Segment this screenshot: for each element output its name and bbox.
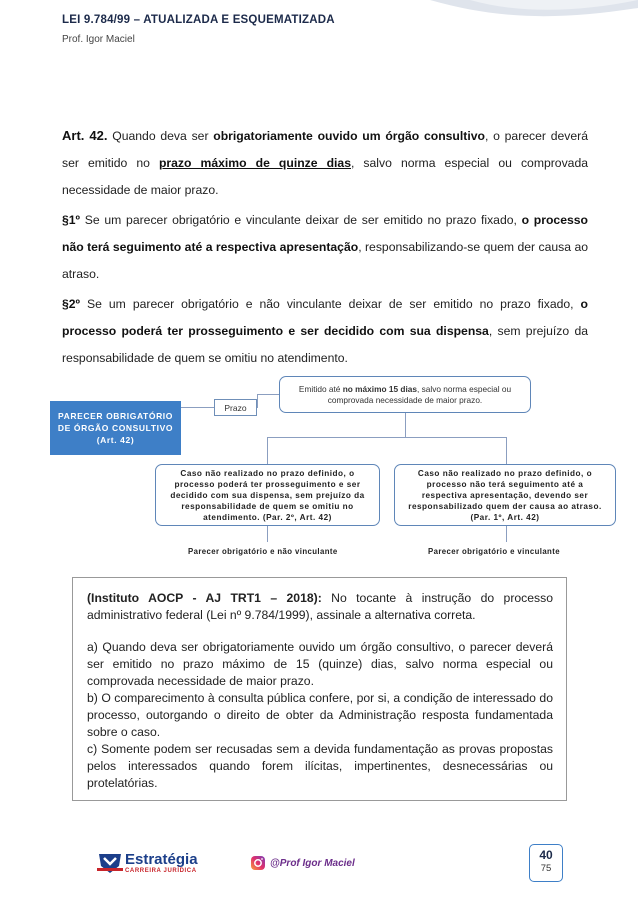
connector	[267, 437, 507, 438]
connector	[257, 394, 279, 395]
diagram-deadline-box: Emitido até no máximo 15 dias, salvo norma especial ou comprovada necessidade de maior prazo.	[279, 376, 531, 413]
option-b: b) O comparecimento à consulta pública confere, por si, a condição de interessado do processo, outorgando o direito de obter da Administração resposta fundamentada sobre o caso.	[87, 691, 553, 739]
header-title: LEI 9.784/99 – ATUALIZADA E ESQUEMATIZADA	[62, 14, 335, 26]
page-number: 40	[539, 848, 553, 862]
option-c: c) Somente podem ser recusadas sem a devida fundamentação as provas propostas pelos interessados quando forem ilícitas, impertinentes, desnecessárias ou protelatórias.	[87, 742, 553, 790]
connector	[506, 437, 507, 464]
exam-question-box	[72, 577, 567, 801]
logo-subtitle: CARREIRA JURÍDICA	[125, 868, 197, 874]
article-text	[62, 122, 588, 375]
question-stem: (Instituto AOCP - AJ TRT1 – 2018): No tocante à instrução do processo administrativo federal (Lei nº 9.784/1999), assinale a alternativa correta.	[87, 591, 553, 622]
connector	[257, 394, 258, 408]
connector	[405, 413, 406, 437]
diagram-label-binding: Parecer obrigatório e vinculante	[428, 547, 560, 556]
paragraph-2: §2º Se um parecer obrigatório e não vinculante deixar de ser emitido no prazo fixado, o processo poderá ter prosseguimento e ser decidido com sua dispensa, sem prejuízo da responsabilidade de quem se omitiu no atendimento.	[62, 297, 588, 365]
instagram-label: @Prof Igor Maciel	[270, 857, 355, 869]
diagram-main-box: PARECER OBRIGATÓRIO DE ÓRGÃO CONSULTIVO (Art. 42)	[50, 401, 181, 455]
diagram-prazo-box: Prazo	[214, 399, 257, 416]
connector	[267, 526, 268, 542]
diagram-binding-box: Caso não realizado no prazo definido, o processo não terá seguimento até a respectiva apresentação, devendo ser responsabilizado quem der causa ao atraso. (Par. 1º, Art. 42)	[394, 464, 616, 526]
page-header	[62, 14, 335, 45]
art-42: Art. 42. Quando deva ser obrigatoriamente ouvido um órgão consultivo, o parecer deverá ser emitido no prazo máximo de quinze dias, salvo norma especial ou comprovada necessidade de maior prazo.	[62, 128, 589, 197]
diagram-non-binding-box: Caso não realizado no prazo definido, o processo poderá ter prosseguimento e ser decidido com sua dispensa, sem prejuízo da responsabilidade de quem se omitiu no atendimento. (Par. 2º, Art. 42)	[155, 464, 380, 526]
connector	[267, 437, 268, 464]
logo-title: Estratégia	[125, 851, 198, 868]
option-a: a) Quando deva ser obrigatoriamente ouvido um órgão consultivo, o parecer deverá ser emitido no prazo máximo de 15 (quinze) dias, salvo norma especial ou comprovada necessidade de maior prazo.	[87, 640, 553, 688]
connector	[506, 526, 507, 542]
diagram-label-non-binding: Parecer obrigatório e não vinculante	[188, 547, 338, 556]
instagram-icon	[250, 855, 266, 871]
instagram-handle	[250, 855, 355, 871]
paragraph-1: §1º Se um parecer obrigatório e vinculante deixar de ser emitido no prazo fixado, o processo não terá seguimento até a respectiva apresentação, responsabilizando-se quem der causa ao atraso.	[62, 213, 588, 281]
page-total: 75	[540, 863, 552, 874]
header-subtitle: Prof. Igor Maciel	[62, 34, 135, 45]
page-counter	[529, 844, 563, 882]
shield-logo-icon	[97, 852, 123, 874]
estrategia-logo	[97, 852, 198, 874]
connector	[181, 407, 214, 408]
